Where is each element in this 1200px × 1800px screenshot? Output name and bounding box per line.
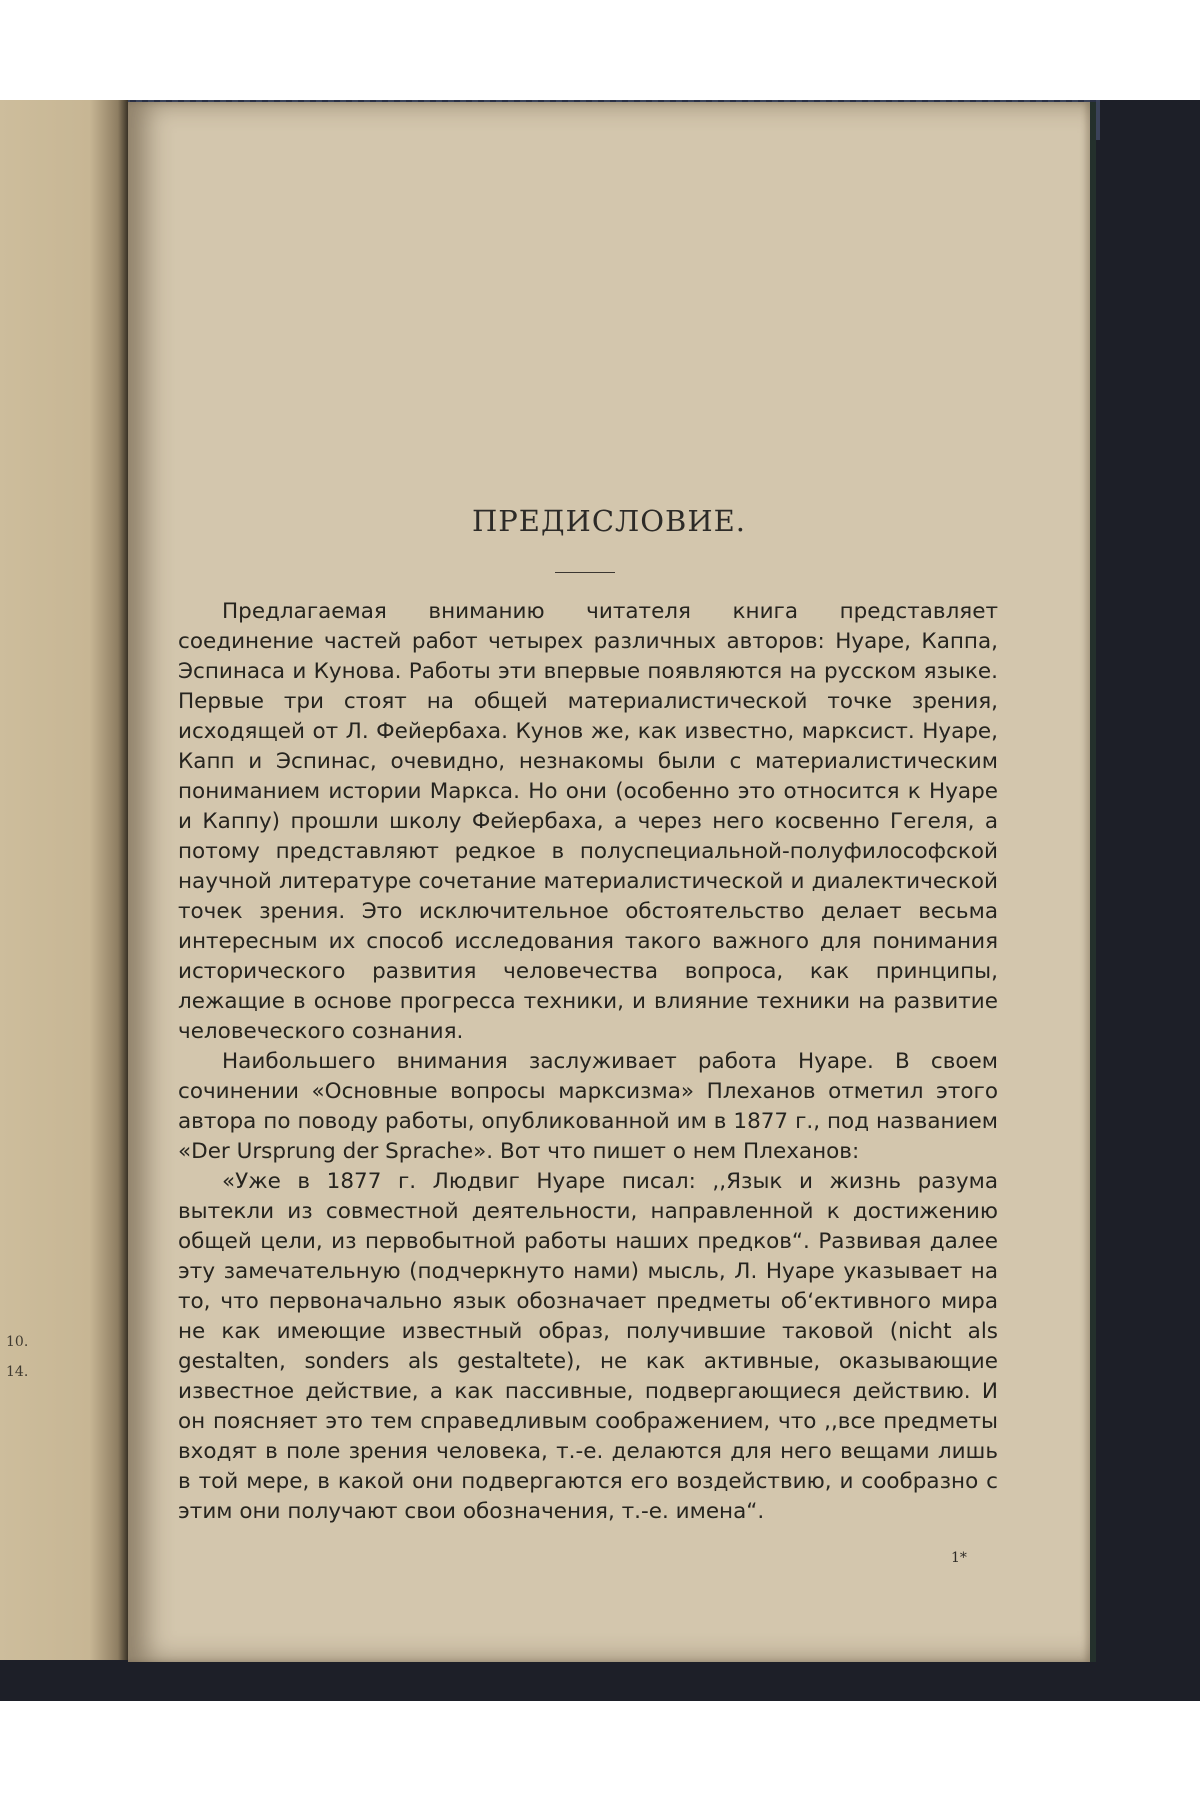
facing-page-mark: 14.: [6, 1364, 29, 1380]
paragraph-quote: «Уже в 1877 г. Людвиг Нуаре писал: ,,Язык и жизнь разума вытекли из совместной деятельности, направленной к достижению общей цели, из первобытной работы наших предков“. Развивая далее эту замечательную (подчеркнуто нами) мысль, Л. Нуаре указывает на то, что первоначально язык обозначает предметы об‘ективного мира не как имеющие известный образ, получившие таковой (nicht als gestalten, sonders als gestaltete), не как активные, оказывающие известное действие, а как пассивные, подвергающиеся действию. И он поясняет это тем справедливым соображением, что ,,все предметы входят в поле зрения человека, т.-е. делаются для него вещами лишь в той мере, в какой они подвергаются его воздействию, и сообразно с этим они получают свои обозначения, т.-е. имена“.: [178, 1169, 998, 1524]
book-photo: [0, 100, 1200, 1701]
facing-page-mark: 10.: [6, 1334, 29, 1350]
paragraph: Наибольшего внимания заслуживает работа Нуаре. В своем сочинении «Основные вопросы марксизма» Плеханов отметил этого автора по поводу работы, опубликованной им в 1877 г., под названием «Der Ursprung der Sprache». Вот что пишет о нем Плеханов:: [178, 1049, 998, 1164]
page-heading: ПРЕДИСЛОВИЕ.: [472, 504, 746, 538]
book-page: [128, 102, 1096, 1662]
page-number: 1*: [951, 1550, 967, 1566]
facing-page: [0, 100, 128, 1660]
body-text: [178, 597, 998, 1527]
paragraph: Предлагаемая вниманию читателя книга представляет соединение частей работ четырех различных авторов: Нуаре, Каппа, Эспинаса и Кунова. Работы эти впервые появляются на русском языке. Первые три стоят на общей материалистической точке зрения, исходящей от Л. Фейербаха. Кунов же, как известно, марксист. Нуаре, Капп и Эспинас, очевидно, незнакомы были с материалистическим пониманием истории Маркса. Но они (особенно это относится к Нуаре и Каппу) прошли школу Фейербаха, а через него косвенно Гегеля, а потому представляют редкое в полуспециальной-полуфилософской научной литературе сочетание материалистической и диалектической точек зрения. Это исключительное обстоятельство делает весьма интересным их способ исследования такого важного для понимания исторического развития человечества вопроса, как принципы, лежащие в основе прогресса техники, и влияние техники на развитие человеческого сознания.: [178, 599, 998, 1044]
heading-rule: [555, 572, 615, 573]
